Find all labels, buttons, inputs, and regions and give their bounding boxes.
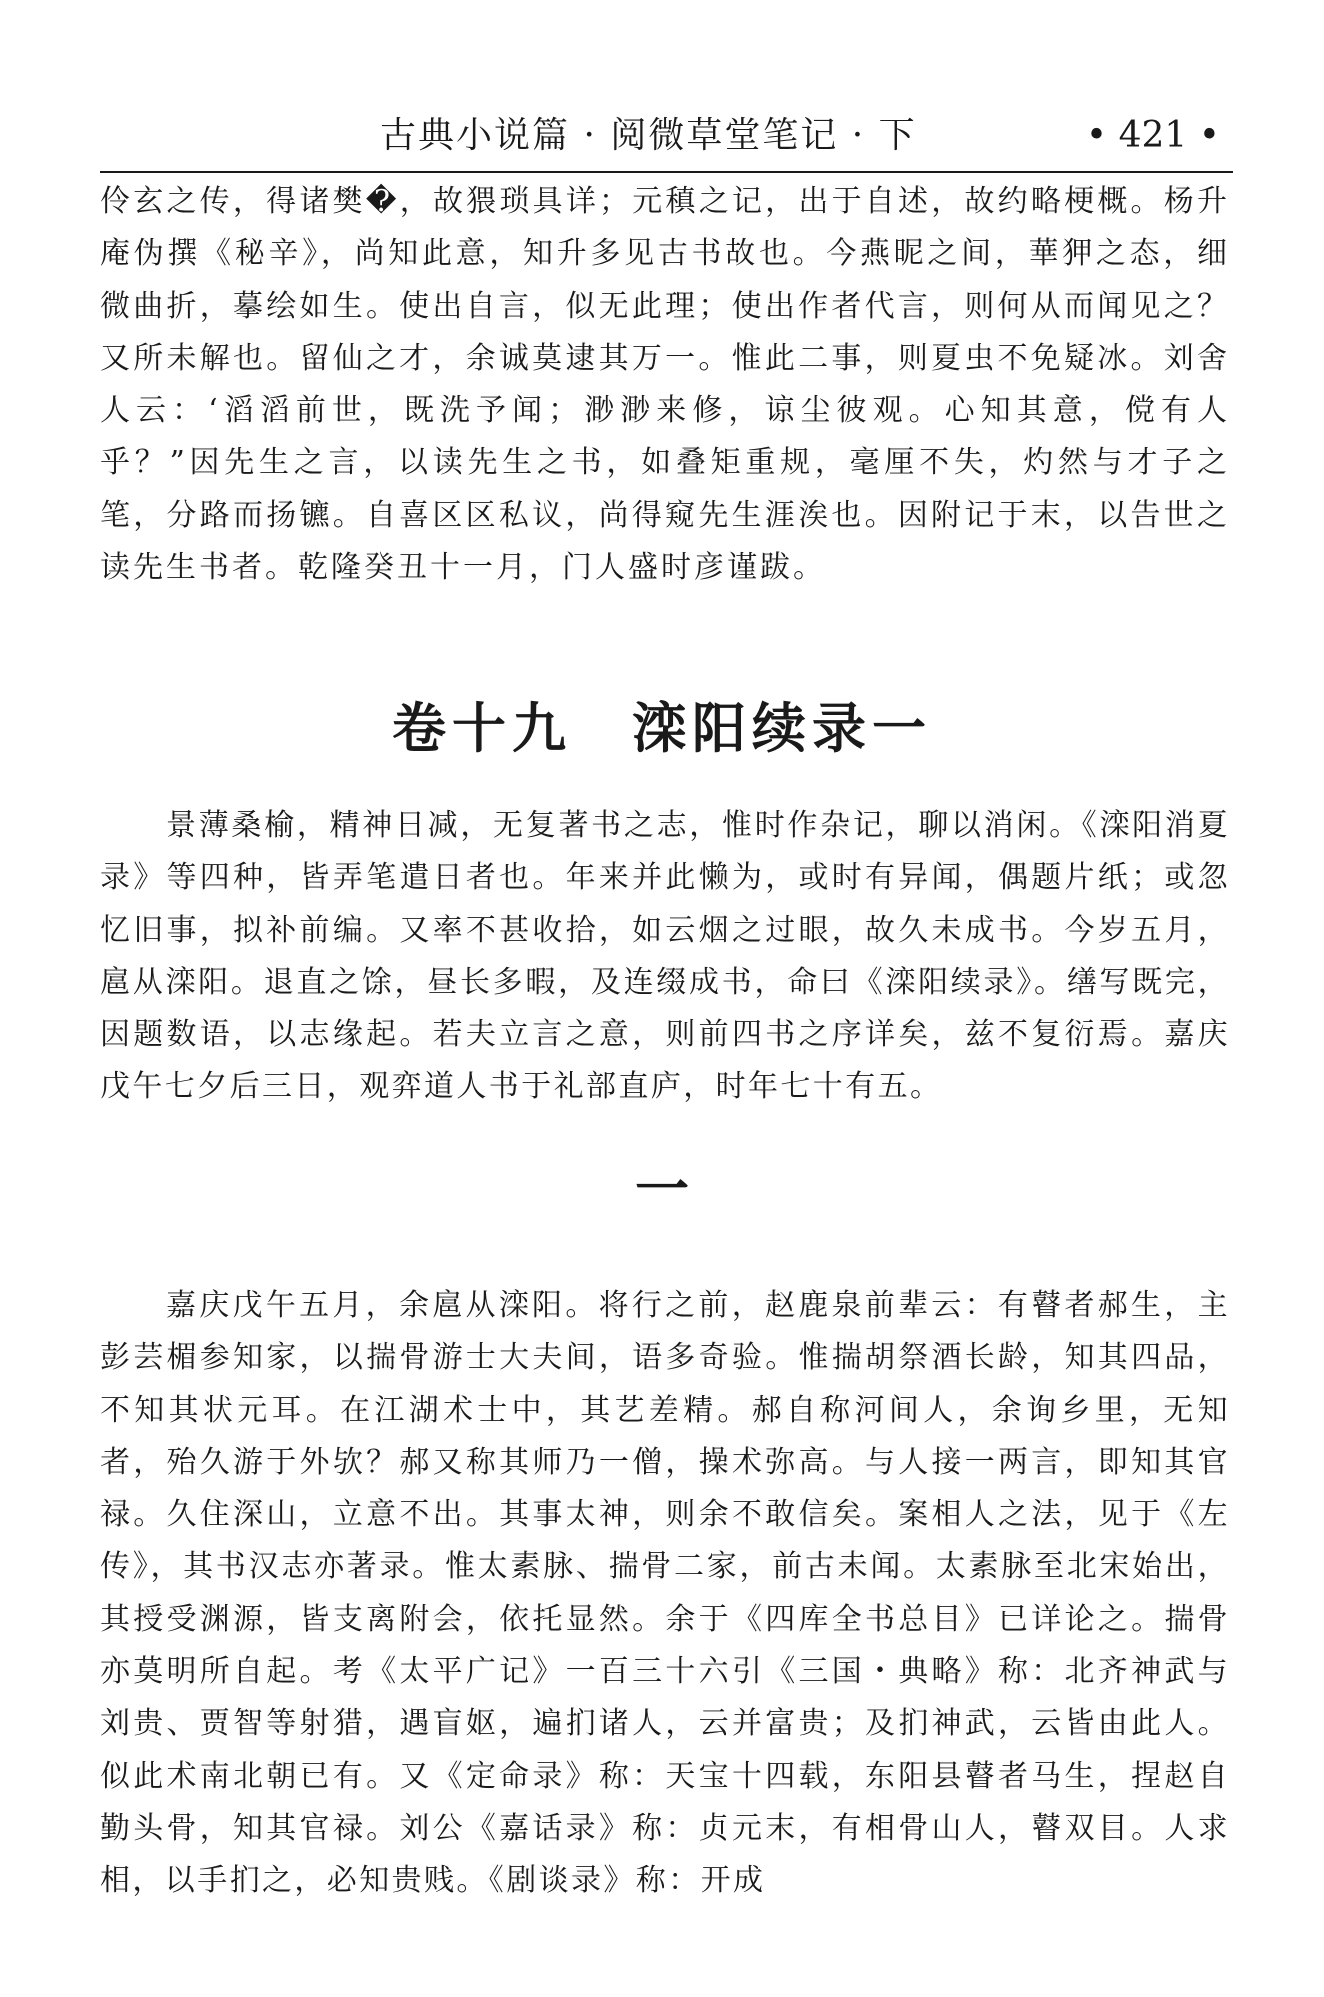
chapter-title: 卷十九 滦阳续录一 [392, 697, 932, 760]
intro-paragraph: 景薄桑榆，精神日减，无复著书之志，惟时作杂记，聊以消闲。《滦阳消夏录》等四种，皆弄笔遣日者也。年来并此懒为，或时有异闻，偶题片纸；或忽忆旧事，拟补前编。又率不甚收拾，如云烟之过眼，故久未成书。今岁五月，扈从滦阳。退直之馀，昼长多暇，及连缀成书，命曰《滦阳续录》。缮写既完，因题数语，以志缘起。若夫立言之意，则前四书之序详矣，兹不复衍焉。嘉庆戊午七夕后三日，观弈道人书于礼部直庐，时年七十有五。 [100, 809, 1230, 1104]
running-title: 古典小说篇 · 阅微草堂笔记 · 下 [380, 115, 917, 156]
running-head [100, 108, 1230, 164]
preface-end-paragraph: 伶玄之传，得诸樊�，故猥琐具详；元稹之记，出于自述，故约略梗概。杨升庵伪撰《秘辛》，尚知此意，知升多见古书故也。今燕昵之间，華狎之态，细微曲折，摹绘如生。使出自言，似无此理；使出作者代言，则何从而闻见之？又所未解也。留仙之才，余诚莫逮其万一。惟此二事，则夏虫不免疑冰。刘舍人云：‘滔滔前世，既洗予闻；渺渺来修，谅尘彼观。心知其意，傥有人乎？”因先生之言，以读先生之书，如叠矩重规，毫厘不失，灼然与才子之笔，分路而扬镳。自喜区区私议，尚得窥先生涯涘也。因附记于末，以告世之读先生书者。乾隆癸丑十一月，门人盛时彦谨跋。 [100, 184, 1230, 586]
preface-end-block [100, 176, 1230, 594]
section-block [100, 1280, 1230, 1908]
page-number: • 421 • [1085, 115, 1220, 156]
header-rule [100, 171, 1233, 173]
intro-block [100, 800, 1230, 1114]
section-number: 一 [635, 1158, 689, 1221]
section-paragraph: 嘉庆戊午五月，余扈从滦阳。将行之前，赵鹿泉前辈云：有瞽者郝生，主彭芸楣参知家，以揣骨游士大夫间，语多奇验。惟揣胡祭酒长龄，知其四品，不知其状元耳。在江湖术士中，其艺差精。郝自称河间人，余询乡里，无知者，殆久游于外欤？郝又称其师乃一僧，操术弥高。与人接一两言，即知其官禄。久住深山，立意不出。其事太神，则余不敢信矣。案相人之法，见于《左传》，其书汉志亦著录。惟太素脉、揣骨二家，前古未闻。太素脉至北宋始出，其授受渊源，皆支离附会，依托显然。余于《四库全书总目》已详论之。揣骨亦莫明所自起。考《太平广记》一百三十六引《三国・典略》称：北齐神武与刘贵、贾智等射猎，遇盲妪，遍扪诸人，云并富贵；及扪神武，云皆由此人。似此术南北朝已有。又《定命录》称：天宝十四载，东阳县瞽者马生，捏赵自勤头骨，知其官禄。刘公《嘉话录》称：贞元末，有相骨山人，瞽双目。人求相，以手扪之，必知贵贱。《剧谈录》称：开成 [100, 1289, 1230, 1898]
